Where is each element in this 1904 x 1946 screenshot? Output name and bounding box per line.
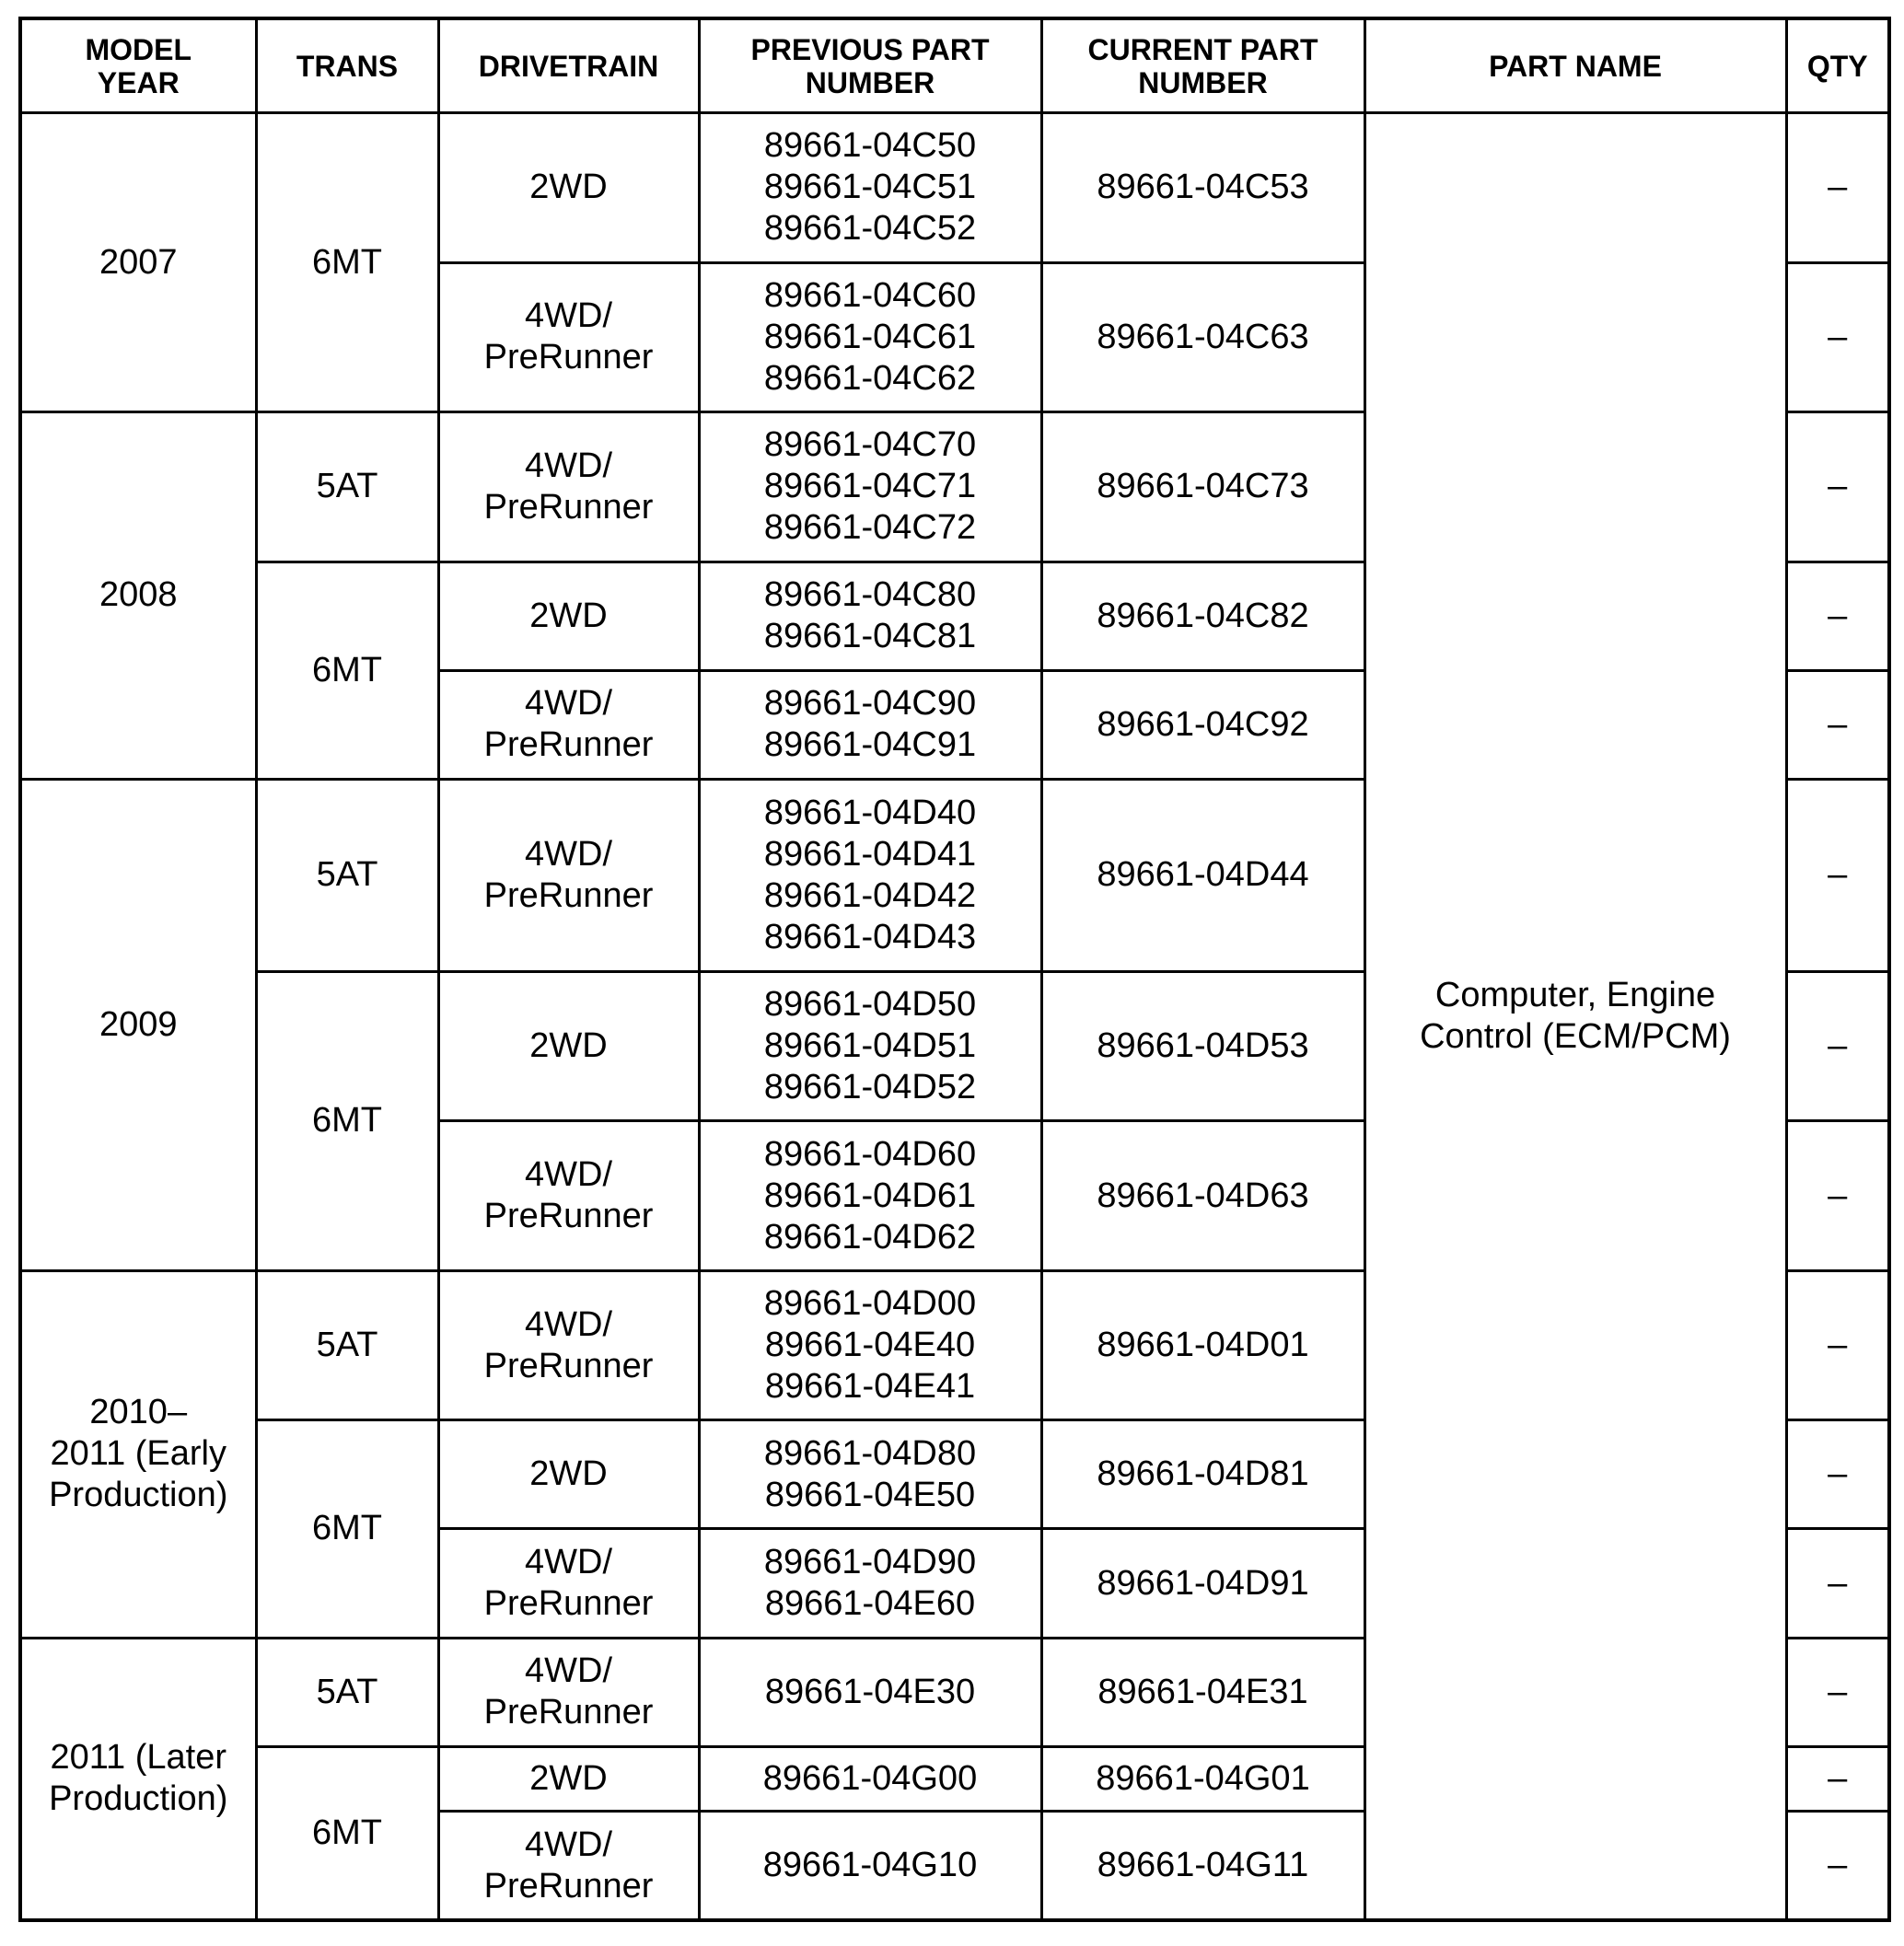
trans-cell: 6MT (256, 113, 438, 412)
qty-cell: – (1786, 1420, 1889, 1529)
qty-cell: – (1786, 1270, 1889, 1420)
previous-part-cell: 89661-04C60 89661-04C61 89661-04C62 (699, 262, 1041, 412)
current-part-cell: 89661-04D81 (1041, 1420, 1364, 1529)
header-model-year: MODEL YEAR (20, 18, 256, 113)
header-row (20, 18, 1889, 113)
ecm-part-number-table (18, 17, 1891, 1922)
qty-cell: – (1786, 971, 1889, 1121)
current-part-cell: 89661-04C92 (1041, 670, 1364, 779)
trans-cell: 6MT (256, 562, 438, 779)
trans-cell: 5AT (256, 412, 438, 562)
previous-part-cell: 89661-04D80 89661-04E50 (699, 1420, 1041, 1529)
drivetrain-cell: 2WD (438, 971, 699, 1121)
trans-cell: 5AT (256, 779, 438, 971)
current-part-cell: 89661-04D91 (1041, 1529, 1364, 1638)
current-part-cell: 89661-04C82 (1041, 562, 1364, 670)
drivetrain-cell: 4WD/ PreRunner (438, 1121, 699, 1271)
header-trans: TRANS (256, 18, 438, 113)
drivetrain-cell: 4WD/ PreRunner (438, 1270, 699, 1420)
drivetrain-cell: 2WD (438, 1746, 699, 1812)
qty-cell: – (1786, 1746, 1889, 1812)
qty-cell: – (1786, 1529, 1889, 1638)
current-part-cell: 89661-04C63 (1041, 262, 1364, 412)
trans-cell: 5AT (256, 1270, 438, 1420)
trans-cell: 6MT (256, 1420, 438, 1638)
current-part-cell: 89661-04G01 (1041, 1746, 1364, 1812)
qty-cell: – (1786, 412, 1889, 562)
model-year-cell: 2007 (20, 113, 256, 412)
current-part-cell: 89661-04E31 (1041, 1638, 1364, 1746)
header-qty: QTY (1786, 18, 1889, 113)
model-year-cell: 2008 (20, 412, 256, 780)
drivetrain-cell: 4WD/ PreRunner (438, 1529, 699, 1638)
previous-part-cell: 89661-04C50 89661-04C51 89661-04C52 (699, 113, 1041, 263)
current-part-cell: 89661-04C53 (1041, 113, 1364, 263)
qty-cell: – (1786, 562, 1889, 670)
qty-cell: – (1786, 262, 1889, 412)
part-name-cell: Computer, Engine Control (ECM/PCM) (1364, 113, 1786, 1921)
drivetrain-cell: 4WD/ PreRunner (438, 1638, 699, 1746)
previous-part-cell: 89661-04D00 89661-04E40 89661-04E41 (699, 1270, 1041, 1420)
previous-part-cell: 89661-04C90 89661-04C91 (699, 670, 1041, 779)
model-year-cell: 2009 (20, 779, 256, 1270)
previous-part-cell: 89661-04D60 89661-04D61 89661-04D62 (699, 1121, 1041, 1271)
drivetrain-cell: 4WD/ PreRunner (438, 670, 699, 779)
drivetrain-cell: 2WD (438, 1420, 699, 1529)
current-part-cell: 89661-04D53 (1041, 971, 1364, 1121)
previous-part-cell: 89661-04D90 89661-04E60 (699, 1529, 1041, 1638)
previous-part-cell: 89661-04C80 89661-04C81 (699, 562, 1041, 670)
drivetrain-cell: 2WD (438, 562, 699, 670)
qty-cell: – (1786, 1812, 1889, 1920)
current-part-cell: 89661-04D01 (1041, 1270, 1364, 1420)
qty-cell: – (1786, 1638, 1889, 1746)
previous-part-cell: 89661-04G00 (699, 1746, 1041, 1812)
header-current-part-number: CURRENT PART NUMBER (1041, 18, 1364, 113)
current-part-cell: 89661-04G11 (1041, 1812, 1364, 1920)
model-year-cell: 2011 (Later Production) (20, 1638, 256, 1920)
current-part-cell: 89661-04D63 (1041, 1121, 1364, 1271)
qty-cell: – (1786, 779, 1889, 971)
trans-cell: 6MT (256, 971, 438, 1270)
drivetrain-cell: 4WD/ PreRunner (438, 262, 699, 412)
drivetrain-cell: 4WD/ PreRunner (438, 1812, 699, 1920)
table-row (20, 113, 1889, 263)
previous-part-cell: 89661-04D50 89661-04D51 89661-04D52 (699, 971, 1041, 1121)
qty-cell: – (1786, 670, 1889, 779)
current-part-cell: 89661-04D44 (1041, 779, 1364, 971)
header-drivetrain: DRIVETRAIN (438, 18, 699, 113)
current-part-cell: 89661-04C73 (1041, 412, 1364, 562)
qty-cell: – (1786, 1121, 1889, 1271)
model-year-cell: 2010– 2011 (Early Production) (20, 1270, 256, 1638)
drivetrain-cell: 2WD (438, 113, 699, 263)
trans-cell: 5AT (256, 1638, 438, 1746)
drivetrain-cell: 4WD/ PreRunner (438, 779, 699, 971)
qty-cell: – (1786, 113, 1889, 263)
previous-part-cell: 89661-04G10 (699, 1812, 1041, 1920)
header-previous-part-number: PREVIOUS PART NUMBER (699, 18, 1041, 113)
trans-cell: 6MT (256, 1746, 438, 1920)
previous-part-cell: 89661-04E30 (699, 1638, 1041, 1746)
previous-part-cell: 89661-04C70 89661-04C71 89661-04C72 (699, 412, 1041, 562)
previous-part-cell: 89661-04D40 89661-04D41 89661-04D42 89661-04D43 (699, 779, 1041, 971)
drivetrain-cell: 4WD/ PreRunner (438, 412, 699, 562)
header-part-name: PART NAME (1364, 18, 1786, 113)
